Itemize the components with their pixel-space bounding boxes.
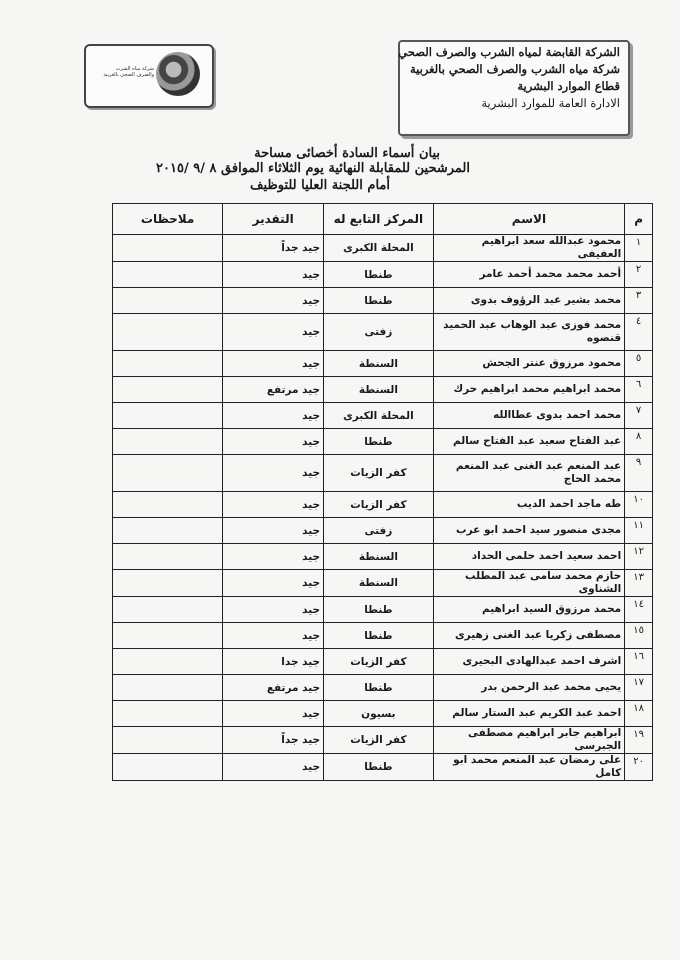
candidate-name: محمد ابراهيم محمد ابراهيم حرك [433, 377, 624, 403]
letterhead-line: شركة مياه الشرب والصرف الصحي بالغربية [409, 62, 620, 76]
candidate-notes [113, 597, 223, 623]
candidate-name: يحيى محمد عبد الرحمن بدر [433, 675, 624, 701]
table-row [113, 455, 653, 492]
candidate-name: أحمد محمد محمد أحمد عامر [433, 262, 624, 288]
candidate-notes [113, 288, 223, 314]
candidate-grade: جيد [223, 754, 324, 781]
candidate-name: عبد الفتاح سعيد عبد الفتاح سالم [433, 429, 624, 455]
candidate-center: كفر الزيات [324, 455, 434, 492]
candidate-grade: جيد [223, 570, 324, 597]
header-notes: ملاحظات [113, 204, 223, 235]
candidate-center: بسيون [324, 701, 434, 727]
candidate-grade: جيد مرتفع [223, 675, 324, 701]
candidate-center: السنطة [324, 351, 434, 377]
candidate-notes [113, 518, 223, 544]
table-row [113, 570, 653, 597]
row-number: ١٠ [625, 492, 653, 518]
candidate-notes [113, 351, 223, 377]
row-number: ٦ [625, 377, 653, 403]
candidate-grade: جيد [223, 314, 324, 351]
candidate-grade: جيد [223, 403, 324, 429]
row-number: ٨ [625, 429, 653, 455]
table-row [113, 429, 653, 455]
candidate-grade: جيد [223, 262, 324, 288]
candidate-grade: جيد [223, 597, 324, 623]
candidate-name: محمد بشير عبد الرؤوف بدوى [433, 288, 624, 314]
row-number: ٣ [625, 288, 653, 314]
document-title: بيان أسماء السادة أخصائى مساحة [254, 146, 440, 161]
letterhead-line: الشركة القابضة لمياه الشرب والصرف الصحي [398, 45, 620, 59]
candidate-name: عبد المنعم عبد الغنى عبد المنعم محمد الحاج [433, 455, 624, 492]
candidate-center: طنطا [324, 675, 434, 701]
candidate-name: محمود مرزوق عنتر الجحش [433, 351, 624, 377]
logo-caption: شركة مياه الشرب والصرف الصحي بالغربية [103, 66, 154, 78]
candidate-center: طنطا [324, 754, 434, 781]
table-row [113, 649, 653, 675]
candidate-notes [113, 455, 223, 492]
letterhead-line: قطاع الموارد البشرية [517, 79, 620, 93]
row-number: ٥ [625, 351, 653, 377]
candidate-notes [113, 701, 223, 727]
row-number: ٩ [625, 455, 653, 492]
candidate-center: المحلة الكبرى [324, 403, 434, 429]
candidate-name: على رمضان عبد المنعم محمد ابو كامل [433, 754, 624, 781]
candidate-name: احمد عبد الكريم عبد الستار سالم [433, 701, 624, 727]
row-number: ١٣ [625, 570, 653, 597]
candidate-notes [113, 649, 223, 675]
row-number: ٤ [625, 314, 653, 351]
table-row [113, 314, 653, 351]
header-grade: التقدير [223, 204, 324, 235]
candidate-grade: جيد [223, 518, 324, 544]
document-subtitle: المرشحين للمقابلة النهائية يوم الثلاثاء الموافق ٨ /٩ /٢٠١٥ [156, 161, 470, 176]
candidate-notes [113, 314, 223, 351]
candidate-name: حازم محمد سامى عبد المطلب الشناوى [433, 570, 624, 597]
candidate-center: المحلة الكبرى [324, 235, 434, 262]
candidate-name: محمد مرزوق السيد ابراهيم [433, 597, 624, 623]
letterhead [398, 40, 630, 136]
table-row [113, 544, 653, 570]
logo-emblem-icon [156, 52, 200, 96]
candidate-center: طنطا [324, 262, 434, 288]
row-number: ١٨ [625, 701, 653, 727]
row-number: ١٧ [625, 675, 653, 701]
candidate-grade: جيد مرتفع [223, 377, 324, 403]
candidate-notes [113, 377, 223, 403]
company-logo [84, 44, 214, 108]
table-row [113, 623, 653, 649]
header-name: الاسم [433, 204, 624, 235]
table-row [113, 754, 653, 781]
candidate-notes [113, 235, 223, 262]
candidate-center: طنطا [324, 288, 434, 314]
row-number: ٢ [625, 262, 653, 288]
table-row [113, 701, 653, 727]
candidate-center: طنطا [324, 623, 434, 649]
candidate-notes [113, 570, 223, 597]
candidate-grade: جيد [223, 455, 324, 492]
candidate-center: طنطا [324, 429, 434, 455]
table-row [113, 597, 653, 623]
candidate-notes [113, 754, 223, 781]
candidate-name: طه ماجد احمد الديب [433, 492, 624, 518]
candidate-name: محمد احمد بدوى عطاالله [433, 403, 624, 429]
candidate-grade: جيد [223, 288, 324, 314]
table-row [113, 351, 653, 377]
table-row [113, 675, 653, 701]
table-row [113, 288, 653, 314]
row-number: ١٦ [625, 649, 653, 675]
table-row [113, 235, 653, 262]
row-number: ١٢ [625, 544, 653, 570]
table-row [113, 492, 653, 518]
candidates-table [112, 203, 653, 781]
header-center: المركز التابع له [324, 204, 434, 235]
table-body [113, 235, 653, 781]
candidate-notes [113, 675, 223, 701]
committee-line: أمام اللجنة العليا للتوظيف [250, 178, 390, 193]
letterhead-line: الادارة العامة للموارد البشرية [481, 96, 620, 110]
candidate-notes [113, 403, 223, 429]
candidate-name: ابراهيم جابر ابراهيم مصطفى الجبرسى [433, 727, 624, 754]
row-number: ١ [625, 235, 653, 262]
candidate-grade: جيد [223, 492, 324, 518]
candidate-notes [113, 623, 223, 649]
candidate-center: طنطا [324, 597, 434, 623]
table-header-row [113, 204, 653, 235]
candidate-grade: جيد [223, 429, 324, 455]
candidate-center: السنطة [324, 544, 434, 570]
row-number: ١٤ [625, 597, 653, 623]
candidate-grade: جيد [223, 544, 324, 570]
candidate-grade: جيد [223, 623, 324, 649]
row-number: ١١ [625, 518, 653, 544]
candidate-name: اشرف احمد عبدالهادى البحيرى [433, 649, 624, 675]
row-number: ١٩ [625, 727, 653, 754]
candidate-name: مصطفى زكريا عبد الغنى زهيرى [433, 623, 624, 649]
row-number: ٧ [625, 403, 653, 429]
candidate-name: مجدى منصور سيد احمد ابو عرب [433, 518, 624, 544]
row-number: ٢٠ [625, 754, 653, 781]
candidate-notes [113, 429, 223, 455]
table-row [113, 403, 653, 429]
candidate-notes [113, 727, 223, 754]
candidate-grade: جيد [223, 701, 324, 727]
candidate-grade: جيد [223, 351, 324, 377]
candidate-center: كفر الزيات [324, 727, 434, 754]
candidate-grade: جيد جدا [223, 649, 324, 675]
candidate-name: محمد فوزى عبد الوهاب عبد الحميد قنصوه [433, 314, 624, 351]
candidate-name: محمود عبدالله سعد ابراهيم العفيفى [433, 235, 624, 262]
table-row [113, 377, 653, 403]
candidate-name: احمد سعيد احمد حلمى الحداد [433, 544, 624, 570]
candidate-center: السنطة [324, 570, 434, 597]
candidate-center: كفر الزيات [324, 492, 434, 518]
candidate-center: زفتى [324, 314, 434, 351]
candidate-notes [113, 262, 223, 288]
candidate-grade: جيد جداً [223, 727, 324, 754]
row-number: ١٥ [625, 623, 653, 649]
candidate-notes [113, 492, 223, 518]
candidate-center: زفتى [324, 518, 434, 544]
table-row [113, 262, 653, 288]
candidate-notes [113, 544, 223, 570]
candidate-grade: جيد جداً [223, 235, 324, 262]
candidate-center: كفر الزيات [324, 649, 434, 675]
candidate-center: السنطة [324, 377, 434, 403]
table-row [113, 727, 653, 754]
header-num: م [625, 204, 653, 235]
table-row [113, 518, 653, 544]
